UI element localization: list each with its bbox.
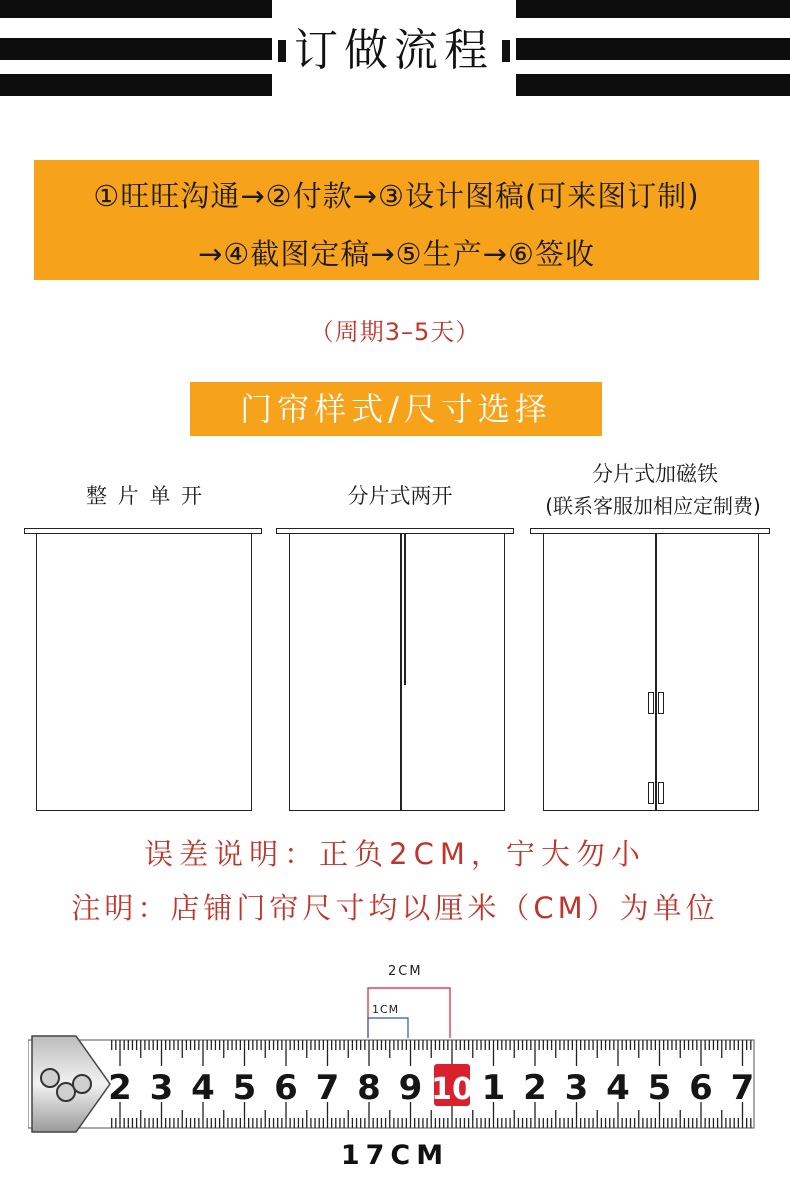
process-box — [34, 160, 759, 280]
tape-measure — [28, 1034, 758, 1134]
ruler-number: 9 — [398, 1068, 423, 1108]
ruler-number: 7 — [730, 1068, 755, 1108]
period-text: （周期3–5天） — [309, 318, 481, 346]
measure-2cm-label: 2CM — [388, 964, 423, 979]
style-label-magnet-note: (联系客服加相应定制费) — [545, 494, 761, 518]
ruler-number: 6 — [689, 1068, 713, 1108]
process-line-2: →④截图定稿→⑤生产→⑥签收 — [198, 237, 595, 271]
magnet-icon — [648, 782, 654, 804]
ruler-number: 2 — [523, 1068, 547, 1108]
ruler-number: 6 — [274, 1068, 298, 1108]
ruler-number: 5 — [232, 1068, 257, 1108]
curtain-panel-magnet — [543, 533, 759, 811]
magnet-icon — [648, 692, 654, 714]
ruler-number: 7 — [315, 1068, 340, 1108]
style-label-single: 整 片 单 开 — [85, 484, 205, 508]
ruler-number: 3 — [149, 1068, 174, 1108]
ruler-number: 5 — [647, 1068, 672, 1108]
section-title: 门帘样式/尺寸选择 — [190, 382, 602, 436]
total-length-label: 17CM — [340, 1140, 450, 1171]
style-label-split: 分片式两开 — [347, 484, 453, 508]
ruler-number: 4 — [606, 1068, 630, 1108]
measure-1cm-label: 1CM — [372, 1003, 400, 1016]
process-line-1: ①旺旺沟通→②付款→③设计图稿(可来图订制) — [93, 179, 700, 213]
ruler-number: 10 — [431, 1072, 473, 1107]
page-title: 订做流程 — [294, 25, 494, 76]
ruler-number: 4 — [191, 1068, 215, 1108]
style-label-magnet: 分片式加磁铁 — [592, 462, 718, 486]
ruler-number: 2 — [108, 1068, 132, 1108]
ruler-number: 1 — [481, 1068, 506, 1108]
curtain-panel-single — [36, 533, 252, 811]
curtain-split-line — [400, 533, 402, 810]
ruler-number: 8 — [357, 1068, 381, 1108]
error-note: 误差说明：正负2CM，宁大勿小 — [144, 837, 646, 871]
unit-note: 注明：店铺门帘尺寸均以厘米（CM）为单位 — [71, 891, 719, 925]
curtain-split-line-2 — [404, 533, 406, 685]
curtain-panel-split — [289, 533, 505, 811]
curtain-magnet-line — [655, 533, 657, 810]
magnet-icon — [658, 692, 664, 714]
magnet-icon — [658, 782, 664, 804]
ruler-number: 3 — [564, 1068, 589, 1108]
